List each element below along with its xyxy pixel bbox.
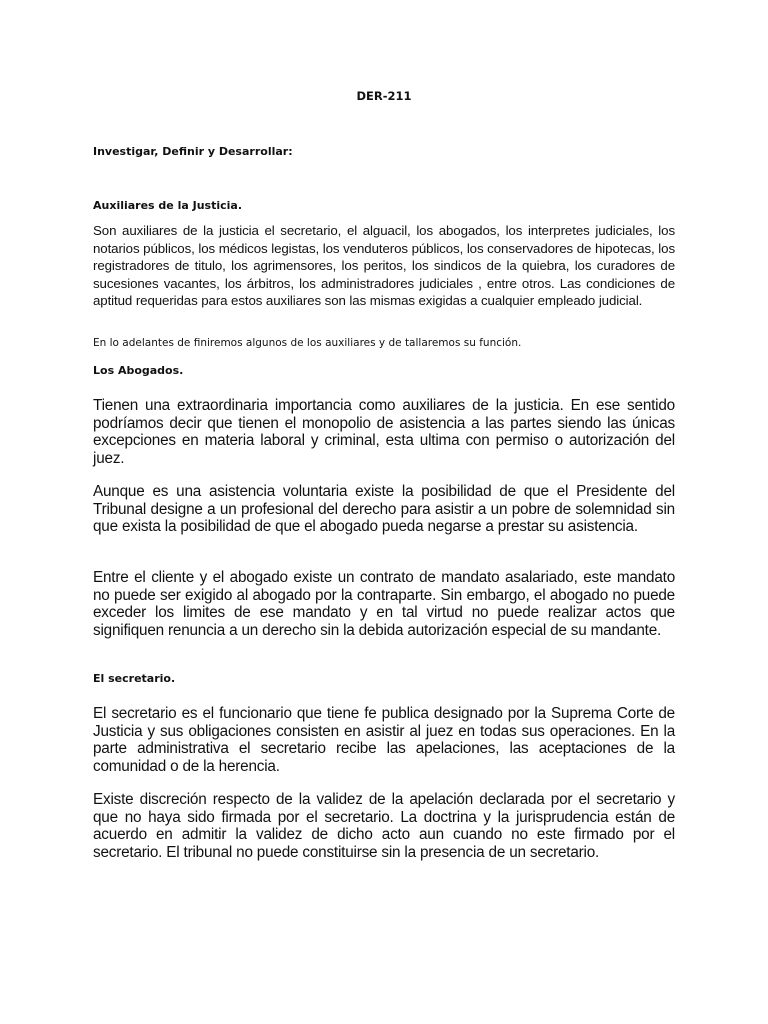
note-line: En lo adelantes de finiremos algunos de los auxiliares y de tallaremos su función. — [93, 337, 522, 349]
section-heading-abogados: Los Abogados. — [93, 364, 184, 377]
section-heading-secretario: El secretario. — [93, 672, 176, 685]
paragraph-secretario-2: Existe discreción respecto de la validez de la apelación declarada por el secretario y que no haya sido firmada por el secretario. La doctrina y la jurisprudencia están de acuerdo en admitir la validez de dicho acto aun cuando no este firmado por el secretario. El tribunal no puede constituirse sin la presencia de un secretario. — [93, 791, 675, 861]
paragraph-abogados-3: Entre el cliente y el abogado existe un contrato de mandato asalariado, este mandato no puede ser exigido al abogado por la contraparte. Sin embargo, el abogado no puede exceder los limites de ese mandato y en tal virtud no puede realizar actos que signifiquen renuncia a un derecho sin la debida autorización especial de su mandante. — [93, 569, 675, 639]
paragraph-abogados-1: Tienen una extraordinaria importancia como auxiliares de la justicia. En ese sentido podríamos decir que tienen el monopolio de asistencia a las partes siendo las únicas excepciones en materia laboral y criminal, esta ultima con permiso o autorización del juez. — [93, 397, 675, 467]
paragraph-auxiliares: Son auxiliares de la justicia el secretario, el alguacil, los abogados, los interpretes judiciales, los notarios públicos, los médicos legistas, los venduteros públicos, los conservadores de hipotecas, los registradores de titulo, los agrimensores, los peritos, los sindicos de la quiebra, los curadores de sucesiones vacantes, los árbitros, los administradores judiciales , entre otros. Las condiciones de aptitud requeridas para estos auxiliares son las mismas exigidas a cualquier empleado judicial. — [93, 223, 675, 309]
paragraph-abogados-2: Aunque es una asistencia voluntaria existe la posibilidad de que el Presidente del Tribunal designe a un profesional del derecho para asistir a un pobre de solemnidad sin que exista la posibilidad de que el abogado pueda negarse a prestar su asistencia. — [93, 483, 675, 536]
section-heading-auxiliares: Auxiliares de la Justicia. — [93, 199, 243, 212]
paragraph-secretario-1: El secretario es el funcionario que tiene fe publica designado por la Suprema Corte de Justicia y sus obligaciones consisten en asistir al juez en todas sus operaciones. En la parte administrativa el secretario recibe las apelaciones, las aceptaciones de la comunidad o de la herencia. — [93, 705, 675, 775]
instruction-line: Investigar, Definir y Desarrollar: — [93, 145, 293, 158]
document-title: DER-211 — [356, 89, 412, 103]
